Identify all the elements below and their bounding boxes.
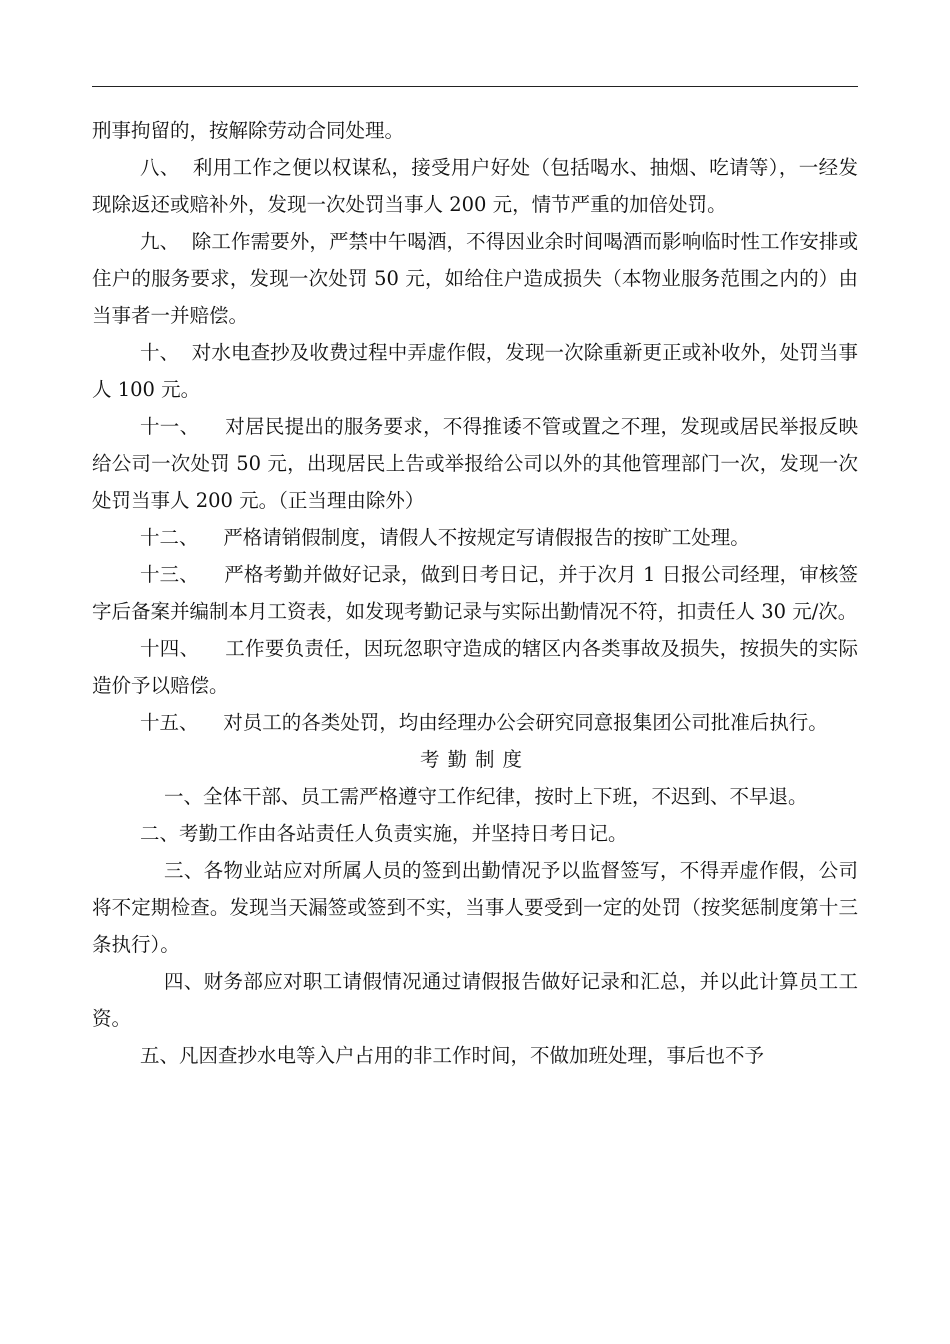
paragraph [92, 334, 858, 408]
clause-marker: 十五、 [140, 711, 224, 734]
clause-marker: 十一、 [140, 415, 226, 438]
attendance-section [92, 778, 858, 1074]
paragraph-text: 严格考勤并做好记录，做到日考日记，并于次月 1 日报公司经理，审核签字后备案并编制本月工资表，如发现考勤记录与实际出勤情况不符，扣责任人 30 元/次。 [92, 563, 858, 623]
clause-marker: 九、 [140, 230, 192, 253]
paragraph [92, 630, 858, 704]
paragraph [92, 963, 858, 1037]
paragraph [92, 556, 858, 630]
paragraph [92, 519, 858, 556]
section-title: 考勤制度 [419, 748, 530, 771]
paragraph [92, 149, 858, 223]
paragraph-text: 刑事拘留的，按解除劳动合同处理。 [92, 119, 405, 142]
paragraph [92, 223, 858, 334]
document-body [92, 112, 858, 1074]
paragraph-text: 三、各物业站应对所属人员的签到出勤情况予以监督签写，不得弄虚作假，公司将不定期检查。发现当天漏签或签到不实，当事人要受到一定的处罚（按奖惩制度第十三条执行）。 [92, 859, 858, 956]
paragraph [92, 815, 858, 852]
paragraph-text: 二、考勤工作由各站责任人负责实施，并坚持日考日记。 [140, 822, 628, 845]
paragraph-text: 工作要负责任，因玩忽职守造成的辖区内各类事故及损失，按损失的实际造价予以赔偿。 [92, 637, 858, 697]
clause-marker: 十二、 [140, 526, 224, 549]
paragraph-text: 严格请销假制度，请假人不按规定写请假报告的按旷工处理。 [223, 526, 750, 549]
paragraph [92, 852, 858, 963]
paragraph-text: 一、全体干部、员工需严格遵守工作纪律，按时上下班，不迟到、不早退。 [164, 785, 808, 808]
clause-marker: 十四、 [140, 637, 226, 660]
paragraph-text: 对员工的各类处罚，均由经理办公会研究同意报集团公司批准后执行。 [223, 711, 828, 734]
paragraph [92, 704, 858, 741]
paragraph-text: 利用工作之便以权谋私，接受用户好处（包括喝水、抽烟、吃请等），一经发现除返还或赔补外，发现一次处罚当事人 200 元，情节严重的加倍处罚。 [92, 156, 858, 216]
paragraph [92, 408, 858, 519]
paragraph-text: 对居民提出的服务要求，不得推诿不管或置之不理，发现或居民举报反映给公司一次处罚 50 元，出现居民上告或举报给公司以外的其他管理部门一次，发现一次处罚当事人 200 元。（正当理由除外） [92, 415, 858, 512]
paragraph-text: 对水电查抄及收费过程中弄虚作假，发现一次除重新更正或补收外，处罚当事人 100 元。 [92, 341, 858, 401]
paragraph [92, 778, 858, 815]
paragraph-text: 五、凡因查抄水电等入户占用的非工作时间，不做加班处理，事后也不予 [140, 1044, 765, 1067]
paragraph-text: 除工作需要外，严禁中午喝酒，不得因业余时间喝酒而影响临时性工作安排或住户的服务要求，发现一次处罚 50 元，如给住户造成损失（本物业服务范围之内的）由当事者一并赔偿。 [92, 230, 858, 327]
paragraph [92, 112, 858, 149]
clause-marker: 十、 [140, 341, 192, 364]
paragraph-text: 四、财务部应对职工请假情况通过请假报告做好记录和汇总，并以此计算员工工资。 [92, 970, 858, 1030]
clause-marker: 八、 [140, 156, 193, 179]
clause-marker: 十三、 [140, 563, 225, 586]
header-rule [92, 86, 858, 87]
paragraph [92, 1037, 858, 1074]
rules-section [92, 112, 858, 741]
